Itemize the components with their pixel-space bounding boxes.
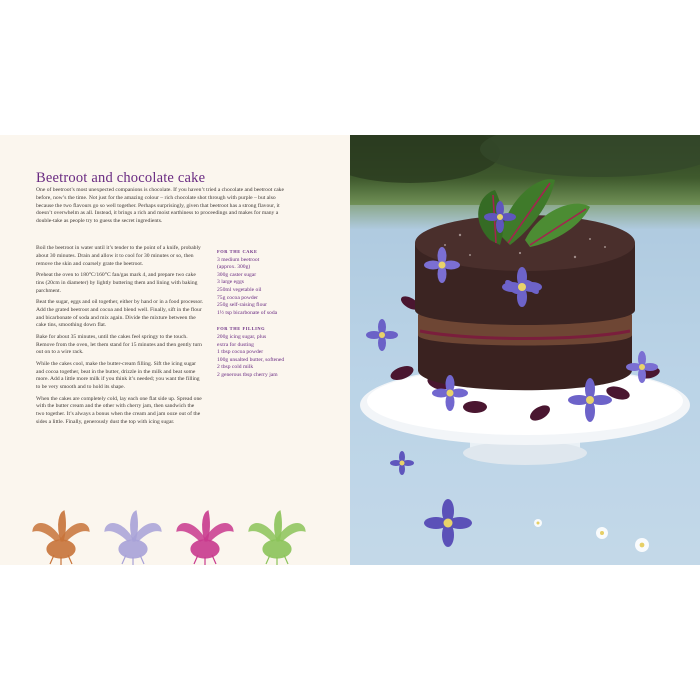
ingredient-item: 3 large eggs [217,279,244,286]
beetroot-stamp-lavender-icon [102,509,164,565]
ingredient-item: 3 medium beetroot [217,256,260,263]
ingredient-item: 1½ tsp bicarbonate of soda [217,309,278,316]
ingredient-item: 200g icing sugar, plus [217,333,267,340]
recipe-intro: One of beetroot’s most unexpected companions is chocolate. If you haven’t tried a chocolate and beetroot cake before, now’s the time. Not just for the amazing colour – rich chocolate shot through with purple – but also because the two flavours go so well together. Perhaps surprisingly, given that beetroot has a strong flavour, it doesn’t overwhelm as all. Instead, it brings a rich and moist earthiness to proceedings and makes for many a double-take as people try to guess the secret ingredients. [36,187,284,225]
beetroot-stamp-orange-icon [30,509,92,565]
cake-ingredients-list [217,257,312,318]
ingredient-item: 250g self-raising flour [217,302,268,309]
filling-ingredients-heading: FOR THE FILLING [217,326,266,332]
ingredient-item: 1 tbsp cocoa powder [217,349,264,356]
ingredient-item: (approx. 300g) [217,264,251,271]
ingredients-section [217,248,312,388]
ingredient-item: 75g cocoa powder [217,294,259,301]
ingredient-item: 2 generous tbsp cherry jam [217,371,278,378]
beetroot-stamp-magenta-icon [174,509,236,565]
ingredient-item: extra for dusting [217,341,254,348]
recipe-page [0,135,350,565]
cake-photo-illustration [350,135,700,565]
book-spread [0,135,700,565]
cake-ingredients-heading: FOR THE CAKE [217,249,258,254]
filling-ingredients-list [217,334,312,380]
cake-photo [350,135,700,565]
ingredient-item: 100g unsalted butter, softened [217,356,285,363]
method-section [36,245,204,430]
beetroot-stamp-green-icon [246,509,308,565]
recipe-title: Beetroot and chocolate cake [36,170,206,186]
ingredient-item: 300g caster sugar [217,271,257,278]
beetroot-stamps [30,509,320,565]
method-step: Beat the sugar, eggs and oil together, either by hand or in a food processor. Add the grated beetroot and cocoa and blend well. Finally, sift in the flour and bicarbonate of soda and mix again. Divide the mixture between the cake tins, smoothing down flat. [36,298,204,329]
method-step: Bake for about 35 minutes, until the cakes feel springy to the touch. Remove from the oven, let them stand for 15 minutes and then gently turn out on to a wire rack. [36,333,202,356]
method-step: While the cakes cool, make the butter-cream filling. Sift the icing sugar and cocoa together, beat in the butter, drizzle in the milk and beat some more. Add a little more milk if you think it’s needed; you want the filling to be very smooth and to hold its shape. [36,360,200,391]
ingredient-item: 2 tbsp cold milk [217,364,254,371]
method-step: Boil the beetroot in water until it’s tender to the point of a knife, probably about 30 minutes. Drain and allow it to cool for 30 minutes or so, then remove the skin and coarsely grate the beetroot. [36,245,201,267]
method-step: When the cakes are completely cold, lay each one flat side up. Spread one with the butter cream and the other with cherry jam, then sandwich the two together. It’s always a bonus when the cream and jam ooze out of the sides a little. Finally, generously dust the top with icing sugar. [36,395,202,425]
method-step: Preheat the oven to 180°C/160°C fan/gas mark 4, and prepare two cake tins (20cm in diameter) by lightly buttering them and lining with baking parchment. [36,271,198,294]
ingredient-item: 250ml vegetable oil [217,286,262,293]
